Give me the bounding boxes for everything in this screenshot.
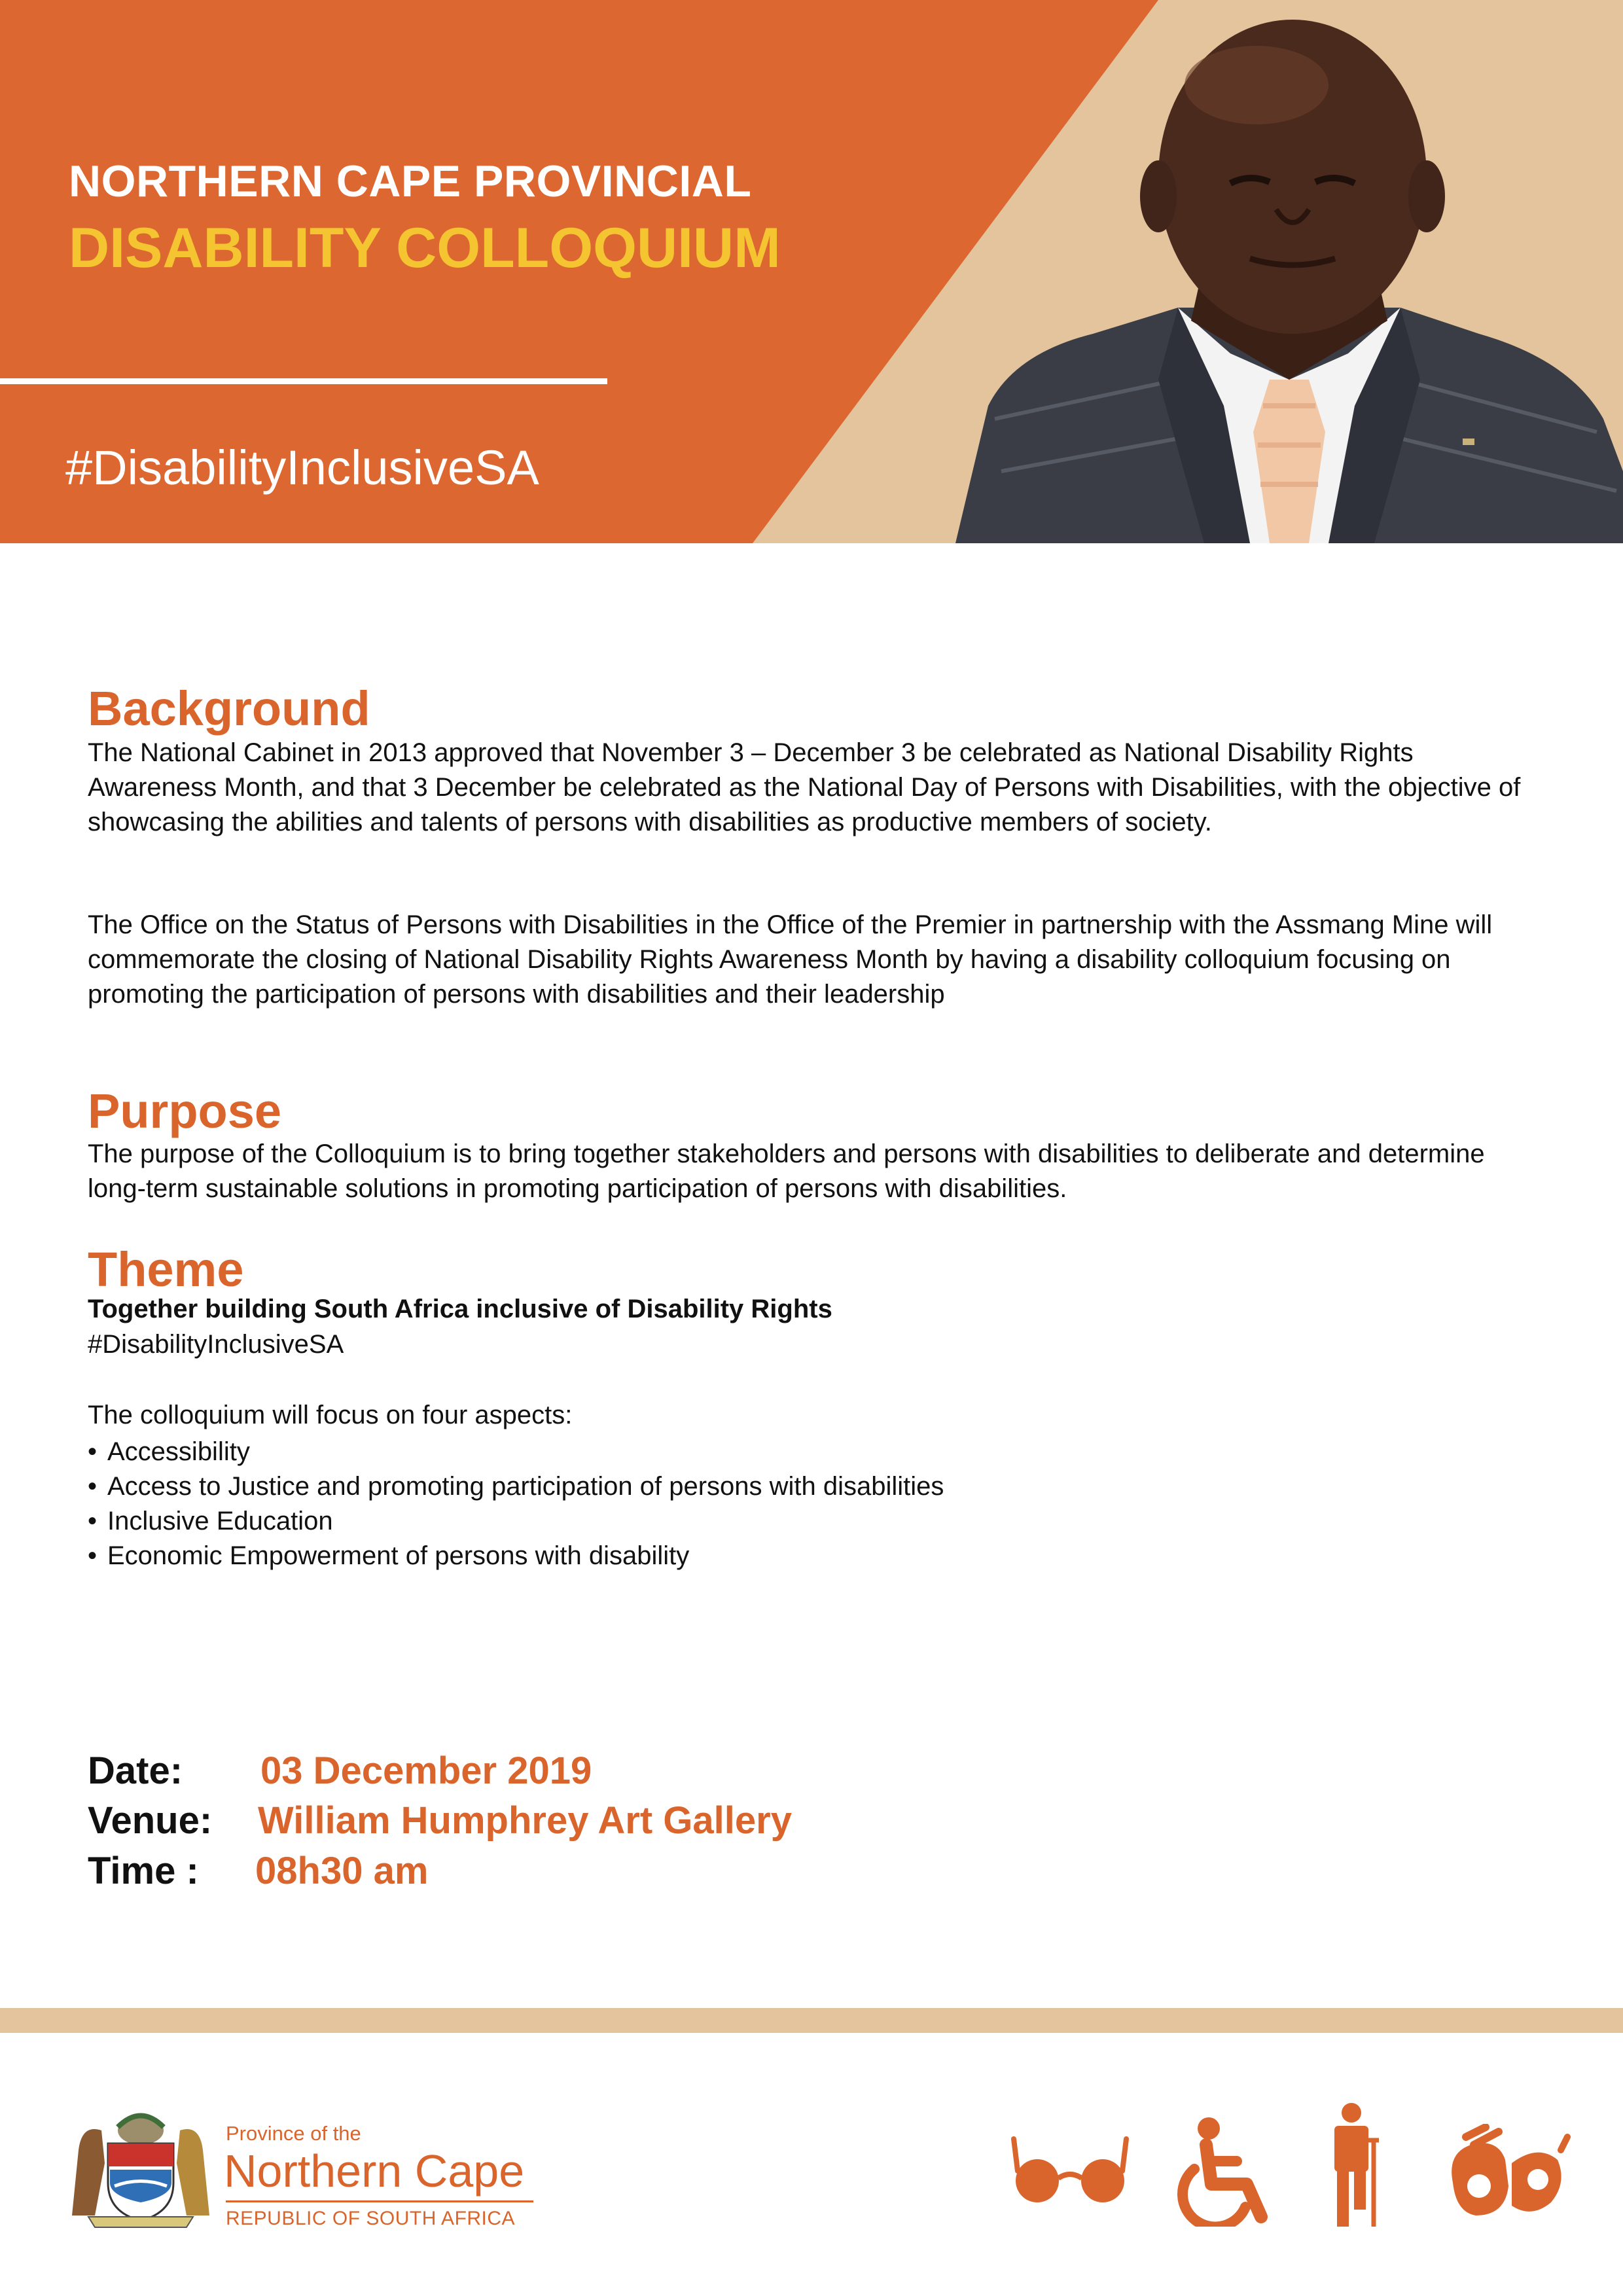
time-value: 08h30 am (255, 1850, 429, 1892)
theme-hashtag: #DisabilityInclusiveSA (88, 1330, 344, 1359)
aspect-text: Accessibility (107, 1437, 250, 1466)
purpose-heading: Purpose (88, 1084, 282, 1138)
wheelchair-icon (1168, 2115, 1286, 2227)
logo-northern-cape: Northern Cape (224, 2145, 525, 2197)
coat-of-arms-icon (65, 2104, 216, 2229)
bullet: • (88, 1507, 98, 1535)
list-item (88, 1469, 944, 1504)
bullet: • (88, 1437, 98, 1466)
crutch-person-icon (1325, 2102, 1384, 2230)
aspects-list (88, 1435, 944, 1573)
time-label: Time : (88, 1850, 199, 1892)
aspect-text: Economic Empowerment of persons with disability (107, 1541, 690, 1570)
venue-label: Venue: (88, 1799, 213, 1842)
list-item (88, 1504, 944, 1539)
list-item (88, 1539, 944, 1573)
venue-value: William Humphrey Art Gallery (258, 1799, 792, 1842)
header-title-line1: NORTHERN CAPE PROVINCIAL (69, 156, 752, 206)
header-hashtag: #DisabilityInclusiveSA (65, 440, 539, 495)
aspect-text: Access to Justice and promoting participation of persons with disabilities (107, 1472, 944, 1501)
bullet: • (88, 1472, 98, 1501)
background-paragraph-1: The National Cabinet in 2013 approved that November 3 – December 3 be celebrated as National Disability Rights Awareness Month, and that 3 December be celebrated as the National Day of Persons with Disabilities, with the objective of showcasing the abilities and talents of persons with disabilities as productive members of society. (88, 738, 1521, 836)
theme-heading: Theme (88, 1242, 244, 1297)
bullet: • (88, 1541, 98, 1570)
header-banner (0, 0, 1623, 543)
header-divider (0, 378, 607, 384)
list-item (88, 1435, 944, 1469)
date-value: 03 December 2019 (260, 1749, 592, 1792)
date-label: Date: (88, 1749, 183, 1792)
speaker-portrait (942, 13, 1623, 543)
theme-statement: Together building South Africa inclusive of Disability Rights (88, 1295, 832, 1323)
logo-country: REPUBLIC OF SOUTH AFRICA (226, 2208, 516, 2229)
background-paragraph-2: The Office on the Status of Persons with Disabilities in the Office of the Premier in partnership with the Assmang Mine will commemorate the closing of National Disability Rights Awareness Month by having a disability colloquium focusing on promoting the participation of persons with disabilities and their leadership (88, 910, 1493, 1009)
aspect-text: Inclusive Education (107, 1507, 333, 1535)
logo-province-of: Province of the (226, 2122, 361, 2145)
header-title-line2: DISABILITY COLLOQUIUM (69, 217, 781, 279)
logo-divider (226, 2200, 533, 2202)
sign-language-icon (1440, 2124, 1571, 2222)
purpose-paragraph: The purpose of the Colloquium is to bring together stakeholders and persons with disabilities to deliberate and determine long-term sustainable solutions in promoting participation of persons with disabilities. (88, 1139, 1485, 1203)
focus-intro: The colloquium will focus on four aspects: (88, 1401, 573, 1429)
background-heading: Background (88, 681, 370, 736)
footer-divider-bar (0, 2008, 1623, 2033)
glasses-icon (1011, 2135, 1129, 2207)
